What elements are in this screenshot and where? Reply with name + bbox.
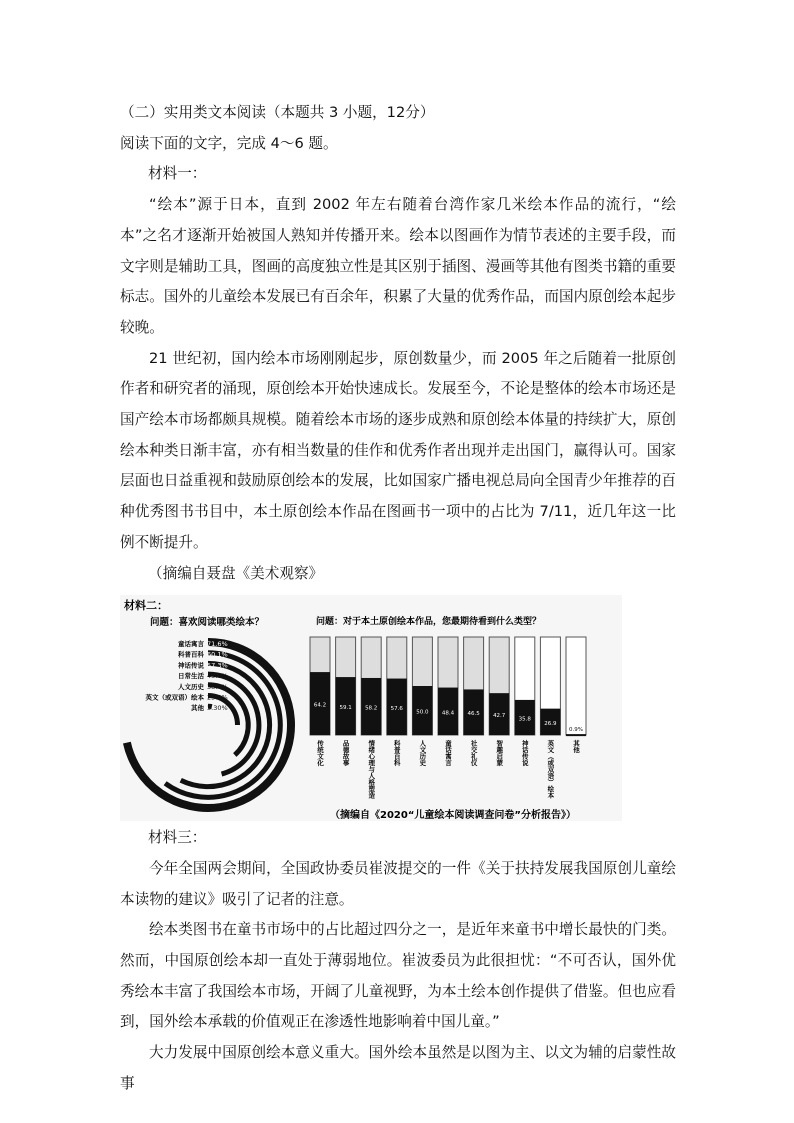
bar-category-label: 传统文化	[316, 740, 324, 767]
section-heading: （二）实用类文本阅读（本题共 3 小题，12分）	[120, 104, 435, 121]
radial-category-label: 童话寓言	[178, 640, 204, 649]
material1-paragraph: “绘本”源于日本，直到 2002 年左右随着台湾作家几米绘本作品的流行，“绘本”之名才逐渐开始被国人熟知并传播开来。绘本以图画作为情节表述的主要手段，而文字则是辅助工具，图画的高度独立性是其区别于插图、漫画等其他有图类书籍的重要标志。国外的儿童绘本发展已有百余年，积累了大量的优秀作品，而国内原创绘本起步较晚。	[120, 196, 676, 336]
bar-value-label: 58.2	[365, 705, 378, 712]
radial-value-label: 71.6%	[207, 640, 228, 649]
bar-category-label: 社交礼仪	[469, 740, 478, 767]
bar-value-label: 48.4	[441, 710, 455, 717]
bar	[566, 734, 586, 736]
bar-value-label: 50.0	[416, 709, 429, 716]
bar-category-label: 智趣启蒙	[495, 740, 504, 767]
radial-category-label: 神话传说	[178, 661, 204, 670]
bar-category-label: 人文历史	[418, 740, 427, 767]
radial-category-label: 人文历史	[178, 683, 204, 692]
radial-value-label: 38.4%	[207, 683, 228, 692]
left-chart-title: 问题：喜欢阅读哪类绘本？	[150, 617, 265, 629]
radial-value-label: 60.1%	[207, 650, 228, 659]
bar-category-label: 品德故事	[341, 740, 350, 767]
bar-value-label: 57.6	[390, 706, 403, 713]
radial-category-label: 英文（或双语）绘本	[145, 693, 204, 702]
material3-paragraph: 大力发展中国原创绘本意义重大。国外绘本虽然是以图为主、以文为辅的启蒙性故事	[120, 1044, 676, 1092]
bar-category-label: 情绪心理与人格塑造	[367, 740, 376, 799]
instruction: 阅读下面的文字，完成 4～6 题。	[120, 134, 338, 152]
radial-category-label: 其他	[191, 704, 204, 713]
bar-category-label: 神话传说	[520, 740, 529, 767]
bar-track	[566, 637, 586, 735]
material3-paragraph: 绘本类图书在童书市场中的占比超过四分之一，是近年来童书中增长最快的门类。然而，中国原创绘本却一直处于薄弱地位。崔波委员为此很担忧：“不可否认，国外优秀绘本丰富了我国绘本市场，开阔了儿童视野，为本土绘本创作提供了借鉴。但也应看到，国外绘本承载的价值观正在渗透性地影响着中国儿童。”	[120, 921, 676, 1031]
bar-value-label: 26.9	[544, 721, 557, 728]
radial-value-label: 57.3%	[207, 661, 228, 670]
material2-chart-figure	[120, 595, 622, 821]
radial-value-label: 25.0%	[207, 693, 228, 702]
bar-category-label: 英文（或双语）绘本	[546, 740, 555, 799]
bar-value-label: 46.5	[467, 711, 480, 718]
radial-value-label: 45.7%	[207, 672, 228, 681]
material2-label: 材料二：	[124, 599, 168, 613]
document-body	[120, 0, 676, 1100]
bar-category-label: 科普百科	[392, 740, 401, 767]
material1-paragraph: 21 世纪初，国内绘本市场刚刚起步，原创数量少，而 2005 年之后随着一批原创作者和研究者的涌现，原创绘本开始快速成长。发展至今，不论是整体的绘本市场还是国产绘本市场都颇具规模。随着绘本市场的逐步成熟和原创绘本体量的持续扩大，原创绘本种类日渐丰富，亦有相当数量的佳作和优秀作者出现并走出国门，赢得认可。国家层面也日益重视和鼓励原创绘本的发展，比如国家广播电视总局向全国青少年推荐的百种优秀图书书目中，本土原创绘本作品在图画书一项中的占比为 7/11，近几年这一比例不断提升。	[120, 349, 676, 551]
bar-value-label: 35.8	[518, 716, 531, 723]
material3-label: 材料三：	[148, 829, 207, 847]
material3-paragraph: 今年全国两会期间，全国政协委员崔波提交的一件《关于扶持发展我国原创儿童绘本读物的建议》吸引了记者的注意。	[120, 859, 676, 908]
radial-category-label: 科普百科	[178, 650, 204, 659]
material1-label: 材料一：	[148, 165, 207, 183]
bar-category-label: 童话寓言	[444, 740, 452, 767]
bar-value-label: 0.9%	[569, 727, 583, 734]
bar-value-label: 64.2	[313, 702, 327, 709]
radial-value-label: 3.30%	[207, 704, 228, 713]
material1-source: （摘编自聂盘《美术观察》	[148, 564, 324, 582]
bar-value-label: 42.7	[493, 713, 506, 720]
radial-category-label: 日常生活	[178, 672, 204, 681]
bar-category-label: 其他	[572, 740, 580, 754]
bar-value-label: 59.1	[339, 705, 352, 712]
material2-source: （摘编自《2020“儿童绘本阅读调查问卷”分析报告》）	[330, 810, 576, 822]
right-chart-title: 问题：对于本土原创绘本作品，您最期待看到什么类型？	[316, 617, 542, 628]
